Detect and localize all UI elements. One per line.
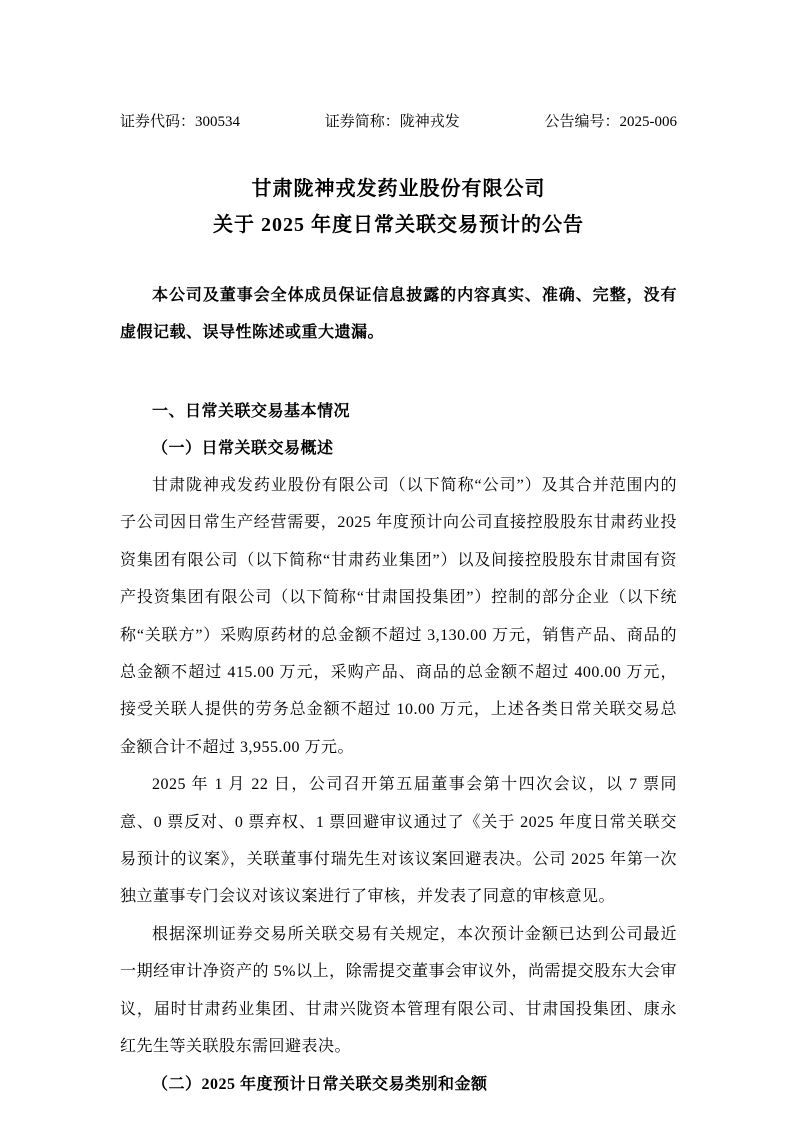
stock-code: 证券代码：300534 [120,114,241,130]
section-heading-basic-info: 一、日常关联交易基本情况 [152,403,351,420]
subsection-heading-overview: （一）日常关联交易概述 [152,440,334,457]
paragraph-shareholder-approval: 根据深圳证券交易所关联交易有关规定，本次预计金额已达到公司最近一期经审计净资产的 5%以上，除需提交董事会审议外，尚需提交股东大会审议，届时甘肃药业集团、甘肃兴陇资本管理有限公司、甘肃国投集团、康永红先生等关联股东需回避表决。 [120,925,677,1056]
document-content [120,0,677,1103]
company-name-title: 甘肃陇神戎发药业股份有限公司 [251,178,546,200]
document-header [120,0,677,132]
subsection-heading-categories-amounts: （二）2025 年度预计日常关联交易类别和金额 [152,1075,488,1093]
stock-abbr: 证券简称：陇神戎发 [324,114,460,130]
paragraph-board-meeting: 2025 年 1 月 22 日，公司召开第五届董事会第十四次会议，以 7 票同意、0 票反对、0 票弃权、1 票回避审议通过了《关于 2025 年度日常关联交易预计的议案》，关联董事付瑞先生对该议案回避表决。公司 2025 年第一次独立董事专门会议对该议案进行了审核，并发表了同意的审核意见。 [120,776,677,906]
announcement-title: 关于 2025 年度日常关联交易预计的公告 [213,214,584,236]
disclaimer-paragraph: 本公司及董事会全体成员保证信息披露的内容真实、准确、完整，没有虚假记载、误导性陈述或重大遗漏。 [120,287,677,341]
paragraph-transaction-overview: 甘肃陇神戎发药业股份有限公司（以下简称“公司”）及其合并范围内的子公司因日常生产经营需要，2025 年度预计向公司直接控股股东甘肃药业投资集团有限公司（以下简称“甘肃药业集团”）以及间接控股股东甘肃国有资产投资集团有限公司（以下简称“甘肃国投集团”）控制的部分企业（以下统称“关联方”）采购原药材的总金额不超过 3,130.00 万元，销售产品、商品的总金额不超过 415.00 万元，采购产品、商品的总金额不超过 400.00 万元，接受关联人提供的劳务总金额不超过 10.00 万元，上述各类日常关联交易总金额合计不超过 3,955.00 万元。 [120,477,677,756]
announcement-number: 公告编号：2025-006 [544,114,677,130]
